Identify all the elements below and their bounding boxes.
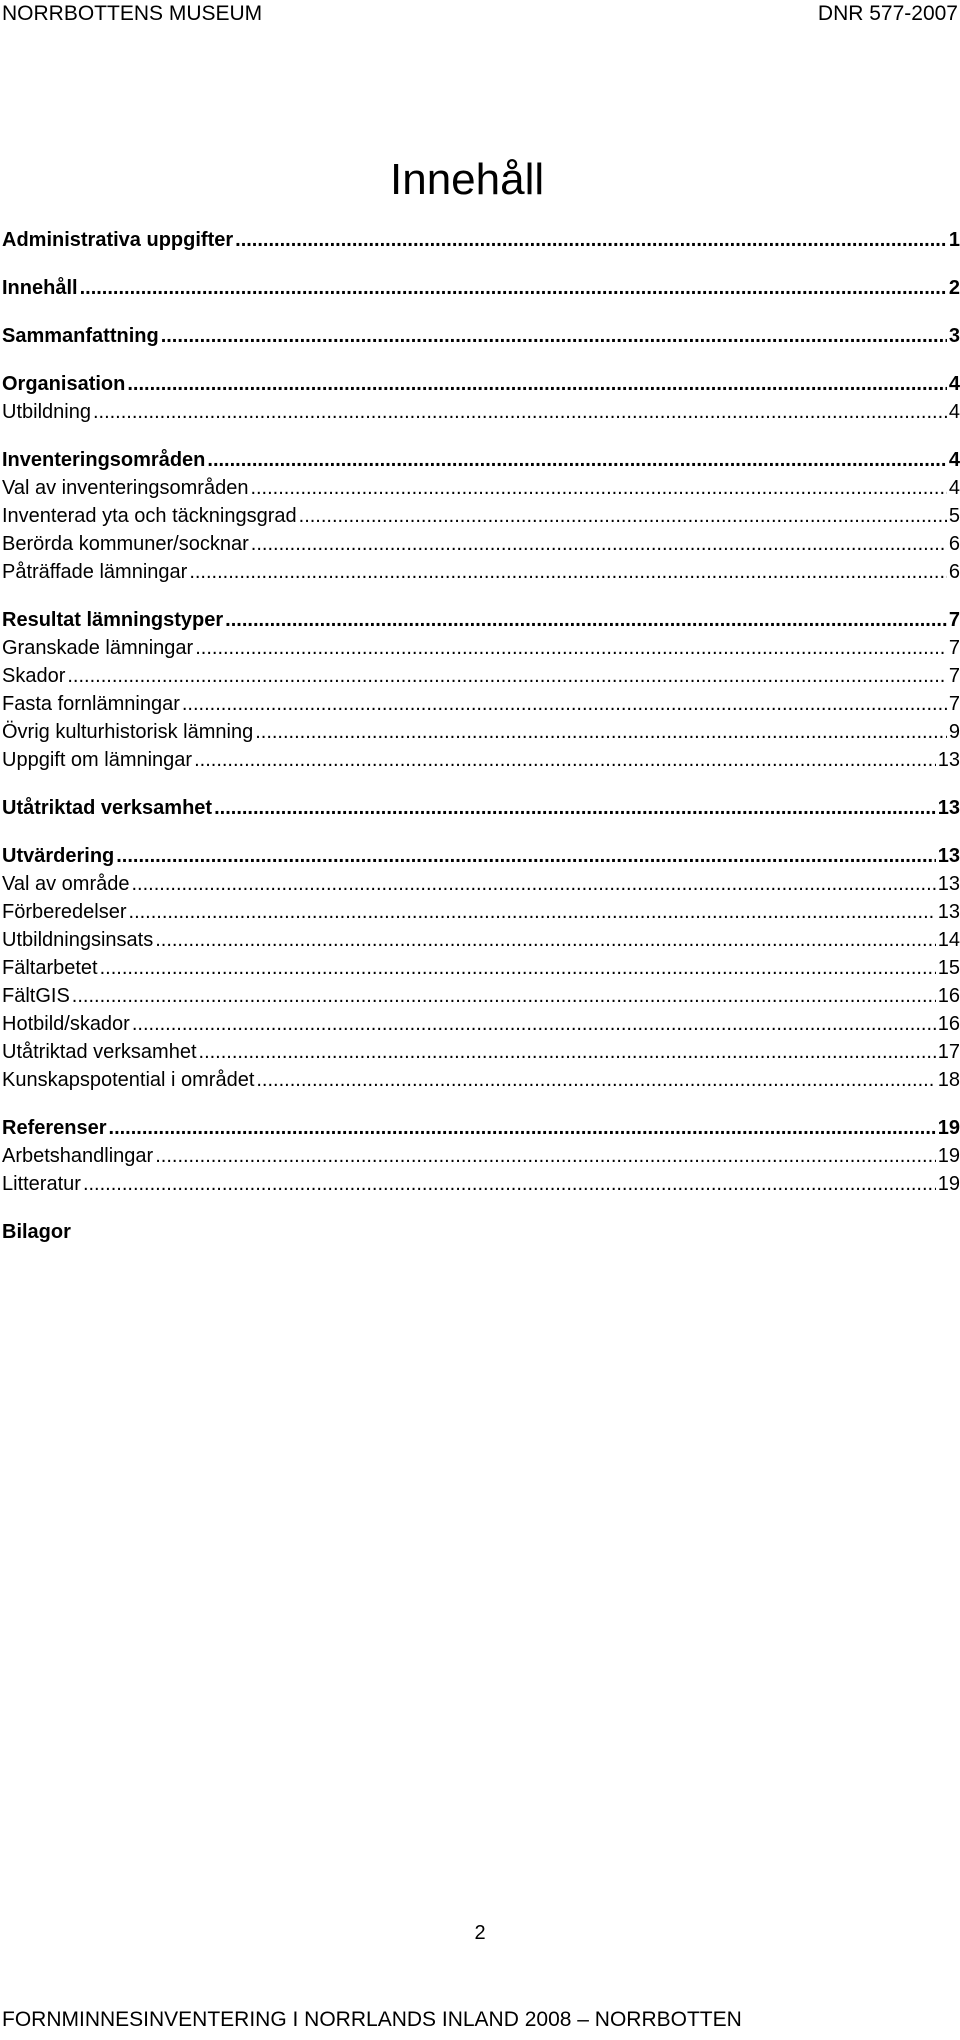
toc-entry-page: 14: [937, 929, 960, 951]
toc-entry[interactable]: [2, 558, 960, 586]
toc-dot-leader: [155, 926, 936, 954]
toc-entry-page: 19: [937, 1145, 960, 1167]
toc-entry-label: Inventerad yta och täckningsgrad: [2, 505, 297, 527]
toc-entry[interactable]: [2, 322, 960, 350]
toc-entry[interactable]: [2, 870, 960, 898]
toc-entry[interactable]: [2, 690, 960, 718]
toc-entry-label: Utbildningsinsats: [2, 929, 154, 951]
toc-entry[interactable]: [2, 502, 960, 530]
toc-entry-label: FältGIS: [2, 985, 70, 1007]
toc-entry-page: 19: [937, 1117, 960, 1139]
toc-entry-page: 1: [948, 229, 960, 251]
toc-entry-page: 19: [937, 1173, 960, 1195]
toc-entry-label: Kunskapspotential i området: [2, 1069, 255, 1091]
toc-dot-leader: [194, 746, 936, 774]
toc-dot-leader: [129, 898, 936, 926]
toc-dot-leader: [127, 370, 947, 398]
toc-dot-leader: [161, 322, 947, 350]
toc-entry-label: Uppgift om lämningar: [2, 749, 193, 771]
toc-entry[interactable]: [2, 926, 960, 954]
toc-dot-leader: [80, 274, 947, 302]
toc-dot-leader: [109, 1114, 936, 1142]
toc-entry-label: Utåtriktad verksamhet: [2, 797, 213, 819]
page-footer: FORNMINNESINVENTERING I NORRLANDS INLAND 2008 – NORRBOTTEN: [2, 2008, 742, 2031]
header-document-number: DNR 577-2007: [817, 2, 958, 25]
toc-entry[interactable]: [2, 1218, 960, 1246]
toc-entry-label: Utvärdering: [2, 845, 115, 867]
toc-entry-page: 16: [937, 985, 960, 1007]
toc-entry[interactable]: [2, 898, 960, 926]
toc-dot-leader: [116, 842, 936, 870]
toc-dot-leader: [182, 690, 947, 718]
toc-dot-leader: [189, 558, 947, 586]
toc-dot-leader: [214, 794, 936, 822]
toc-entry-page: 7: [948, 665, 960, 687]
toc-entry-page: 4: [948, 449, 960, 471]
toc-entry[interactable]: [2, 982, 960, 1010]
toc-entry-page: 13: [937, 797, 960, 819]
toc-entry-page: 4: [948, 373, 960, 395]
toc-entry[interactable]: [2, 662, 960, 690]
toc-entry[interactable]: [2, 842, 960, 870]
toc-dot-leader: [207, 446, 946, 474]
toc-entry[interactable]: [2, 274, 960, 302]
toc-entry-label: Bilagor: [2, 1221, 71, 1243]
toc-dot-leader: [100, 954, 936, 982]
toc-entry-label: Granskade lämningar: [2, 637, 194, 659]
toc-entry-page: 7: [948, 637, 960, 659]
toc-dot-leader: [225, 606, 947, 634]
toc-entry-label: Utbildning: [2, 401, 91, 423]
toc-entry-label: Fasta fornlämningar: [2, 693, 180, 715]
toc-entry-label: Förberedelser: [2, 901, 127, 923]
toc-entry-page: 4: [948, 401, 960, 423]
toc-entry-label: Sammanfattning: [2, 325, 159, 347]
toc-entry[interactable]: [2, 446, 960, 474]
toc-entry-label: Arbetshandlingar: [2, 1145, 154, 1167]
toc-entry-label: Berörda kommuner/socknar: [2, 533, 249, 555]
toc-entry-page: 16: [937, 1013, 960, 1035]
toc-entry-page: 15: [937, 957, 960, 979]
toc-dot-leader: [93, 398, 947, 426]
toc-entry-page: 17: [937, 1041, 960, 1063]
toc-entry-page: 7: [948, 693, 960, 715]
toc-entry-label: Administrativa uppgifter: [2, 229, 234, 251]
toc-dot-leader: [131, 870, 935, 898]
toc-entry[interactable]: [2, 794, 960, 822]
toc-entry-page: 2: [948, 277, 960, 299]
toc-entry-label: Litteratur: [2, 1173, 81, 1195]
toc-entry[interactable]: [2, 606, 960, 634]
toc-entry-page: 13: [937, 873, 960, 895]
table-of-contents: [2, 226, 960, 1246]
toc-entry[interactable]: [2, 1010, 960, 1038]
toc-dot-leader: [251, 530, 947, 558]
toc-entry-page: 6: [948, 533, 960, 555]
toc-entry-label: Påträffade lämningar: [2, 561, 188, 583]
page-title: Innehåll: [390, 155, 545, 204]
toc-entry-page: 7: [948, 609, 960, 631]
toc-entry[interactable]: [2, 1038, 960, 1066]
toc-entry-page: 4: [948, 477, 960, 499]
toc-entry[interactable]: [2, 634, 960, 662]
toc-dot-leader: [67, 662, 947, 690]
toc-entry[interactable]: [2, 474, 960, 502]
toc-entry-page: 13: [937, 901, 960, 923]
toc-entry-page: 9: [948, 721, 960, 743]
toc-entry-label: Innehåll: [2, 277, 78, 299]
toc-entry[interactable]: [2, 718, 960, 746]
toc-entry[interactable]: [2, 370, 960, 398]
toc-dot-leader: [256, 1066, 935, 1094]
toc-entry[interactable]: [2, 226, 960, 254]
toc-entry-label: Övrig kulturhistorisk lämning: [2, 721, 254, 743]
toc-entry-label: Inventeringsområden: [2, 449, 206, 471]
toc-entry-page: 3: [948, 325, 960, 347]
toc-entry-label: Referenser: [2, 1117, 107, 1139]
toc-dot-leader: [255, 718, 947, 746]
toc-entry[interactable]: [2, 398, 960, 426]
toc-entry-label: Organisation: [2, 373, 126, 395]
toc-dot-leader: [83, 1170, 936, 1198]
toc-entry-label: Resultat lämningstyper: [2, 609, 224, 631]
page-header: [0, 0, 960, 28]
toc-entry-page: 6: [948, 561, 960, 583]
toc-entry-label: Val av område: [2, 873, 130, 895]
toc-entry-page: 13: [937, 749, 960, 771]
toc-entry[interactable]: [2, 954, 960, 982]
toc-dot-leader: [250, 474, 946, 502]
toc-entry-label: Utåtriktad verksamhet: [2, 1041, 197, 1063]
toc-dot-leader: [199, 1038, 936, 1066]
toc-entry-page: 18: [937, 1069, 960, 1091]
toc-entry[interactable]: [2, 530, 960, 558]
toc-entry[interactable]: [2, 746, 960, 774]
toc-entry-label: Val av inventeringsområden: [2, 477, 249, 499]
header-organization: NORRBOTTENS MUSEUM: [2, 2, 263, 25]
toc-entry[interactable]: [2, 1142, 960, 1170]
toc-dot-leader: [235, 226, 947, 254]
toc-dot-leader: [72, 982, 936, 1010]
toc-entry-label: Hotbild/skador: [2, 1013, 130, 1035]
toc-entry[interactable]: [2, 1114, 960, 1142]
page-number: 2: [474, 1922, 486, 1944]
toc-dot-leader: [195, 634, 947, 662]
toc-entry[interactable]: [2, 1170, 960, 1198]
toc-dot-leader: [132, 1010, 936, 1038]
toc-entry-label: Fältarbetet: [2, 957, 98, 979]
toc-dot-leader: [299, 502, 947, 530]
toc-entry-page: 5: [948, 505, 960, 527]
toc-entry-page: 13: [937, 845, 960, 867]
toc-entry-label: Skador: [2, 665, 66, 687]
toc-dot-leader: [155, 1142, 936, 1170]
toc-entry[interactable]: [2, 1066, 960, 1094]
